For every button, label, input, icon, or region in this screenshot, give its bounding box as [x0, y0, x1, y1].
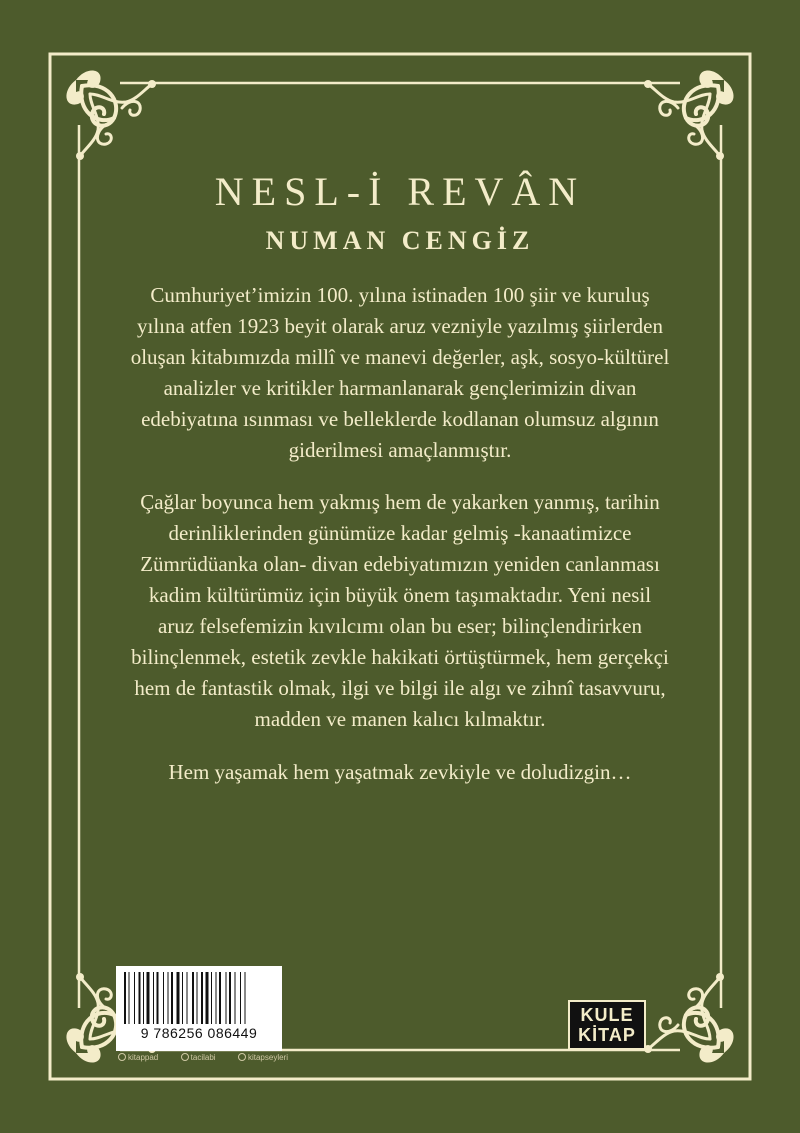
- blurb-line: oluşan kitabımızda millî ve manevi değerler, aşk, sosyo-kültürel: [130, 345, 670, 369]
- barcode-icon: [122, 972, 276, 1024]
- store-logos: [118, 1049, 288, 1065]
- blurb-line: giderilmesi amaçlanmıştır.: [288, 438, 512, 462]
- blurb-line: aruz felsefemizin kıvılcımı olan bu eser; bilinçlendirirken: [158, 614, 642, 638]
- blurb-line: analizler ve kritikler harmanlanarak gençlerimizin divan: [163, 376, 637, 400]
- store-name: kitappad: [128, 1052, 159, 1062]
- isbn-number: 9 786256 086449: [140, 1025, 258, 1041]
- blurb-line: kadim kültürümüz için büyük önem taşımaktadır. Yeni nesil: [148, 583, 652, 607]
- store-mark-icon: [181, 1053, 189, 1061]
- store-mark-icon: [238, 1053, 246, 1061]
- blurb-line: edebiyatına ısınması ve belleklerde kodlanan olumsuz algının: [141, 407, 659, 431]
- blurb-line: hem de fantastik olmak, ilgi ve bilgi ile algı ve zihnî tasavvuru,: [134, 676, 666, 700]
- store-name: kitapseyleri: [247, 1052, 288, 1062]
- store-name: tacilabi: [190, 1052, 216, 1062]
- store-mark-icon: [118, 1053, 126, 1061]
- store-logo-tacilabi: [181, 1049, 216, 1065]
- book-title: NESL-İ REVÂN: [214, 169, 586, 214]
- barcode: [116, 966, 282, 1051]
- blurb-line: yılına atfen 1923 beyit olarak aruz vezniyle yazılmış şiirlerden: [137, 314, 663, 338]
- blurb-paragraph-1: [110, 280, 690, 466]
- blurb-line: Çağlar boyunca hem yakmış hem de yakarken yanmış, tarihin: [140, 490, 660, 514]
- publisher-logo-line-2: KİTAP: [578, 1025, 636, 1045]
- publisher-logo-line-1: KULE: [580, 1005, 634, 1025]
- blurb-line: Cumhuriyet’imizin 100. yılına istinaden 100 şiir ve kuruluş: [150, 283, 650, 307]
- blurb-line: madden ve manen kalıcı kılmaktır.: [254, 707, 546, 731]
- blurb-line: derinliklerinden günümüze kadar gelmiş -kanaatimizce: [168, 521, 632, 545]
- blurb-line: bilinçlenmek, estetik zevkle hakikati örtüştürmek, hem gerçekçi: [131, 645, 669, 669]
- blurb-line: Zümrüdüanka olan- divan edebiyatımızın yeniden canlanması: [140, 552, 660, 576]
- store-logo-kitappad: [118, 1049, 158, 1065]
- publisher-logo: [568, 1000, 646, 1050]
- blurb-paragraph-3: [110, 757, 690, 788]
- blurb-line: Hem yaşamak hem yaşatmak zevkiyle ve doludizgin…: [168, 760, 632, 784]
- store-logo-kitapseyleri: [238, 1049, 288, 1065]
- blurb-paragraph-2: [110, 487, 690, 735]
- author-name: NUMAN CENGİZ: [265, 226, 535, 255]
